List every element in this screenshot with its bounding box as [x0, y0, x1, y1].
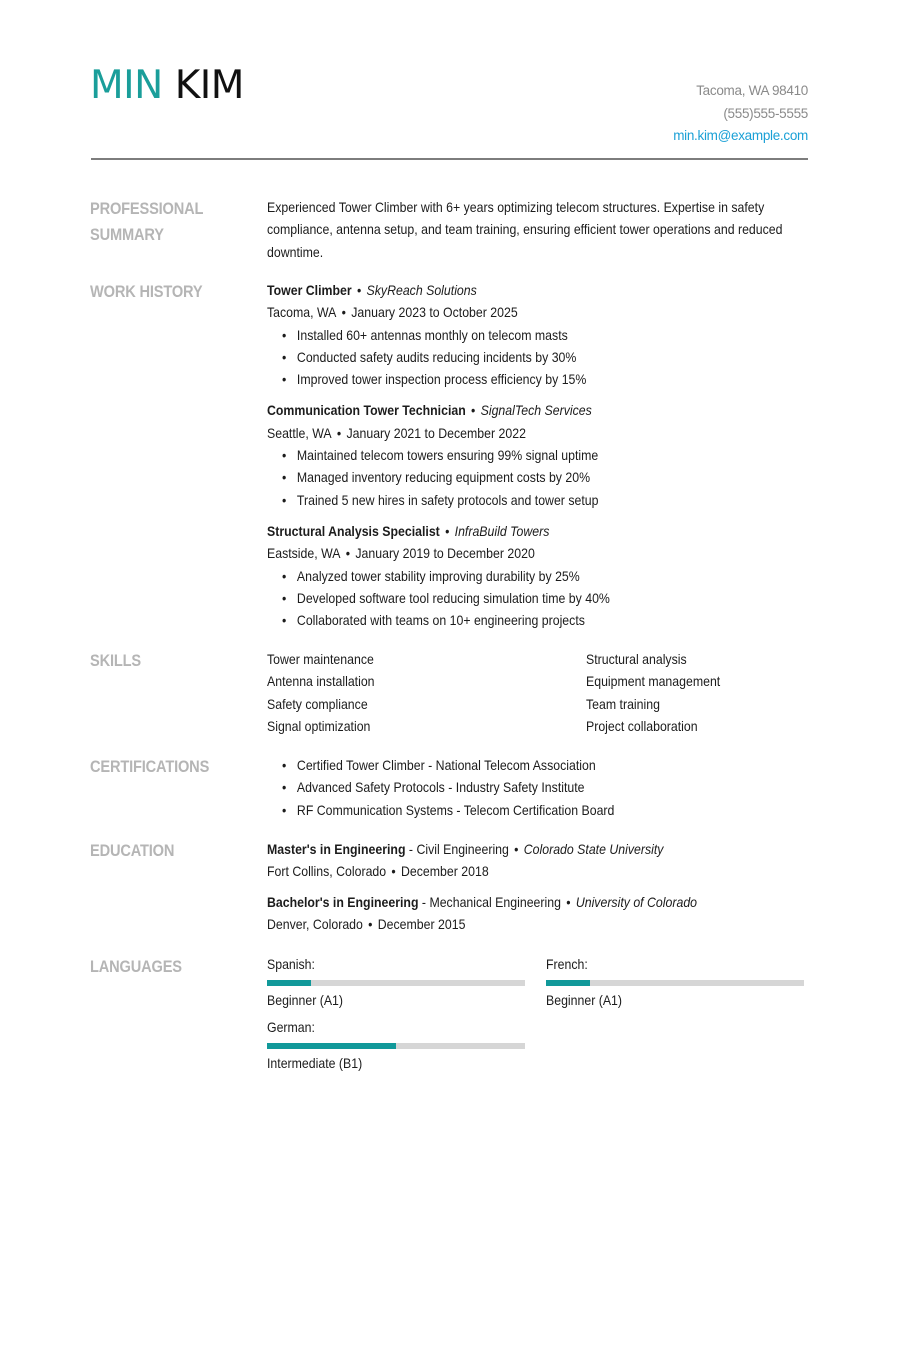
job-company: InfraBuild Towers	[454, 522, 550, 539]
job-company: SignalTech Services	[480, 402, 592, 419]
language-proficiency-bar	[267, 1043, 525, 1049]
job-title: Structural Analysis Specialist	[267, 522, 440, 539]
summary-text: Experienced Tower Climber with 6+ years optimizing telecom structures. Expertise in safety compliance, antenna setup, and team training, ensuring efficient tower operations and reduced downtime.	[267, 199, 783, 260]
skill-item: Tower maintenance	[267, 651, 374, 667]
certification-item: • RF Communication Systems - Telecom Certification Board	[282, 799, 747, 821]
education-degree: Bachelor's in Engineering	[267, 893, 419, 910]
section-label-languages: LANGUAGES	[90, 957, 182, 976]
contact-location: Tacoma, WA 98410	[696, 83, 808, 98]
language-name: Spanish:	[267, 956, 315, 972]
skill-item: Project collaboration	[586, 717, 698, 734]
job-bullet: • Analyzed tower stability improving durability by 25%	[282, 565, 747, 587]
skill-item: Structural analysis	[586, 651, 687, 667]
education-date: December 2018	[401, 863, 489, 880]
contact-info	[673, 80, 808, 148]
header-divider	[91, 158, 808, 160]
language-proficiency-bar	[546, 980, 804, 986]
section-label-certifications: CERTIFICATIONS	[90, 757, 210, 776]
language-item	[267, 1017, 546, 1073]
skills-grid	[267, 648, 812, 737]
language-item	[546, 954, 806, 1010]
job-title: Tower Climber	[267, 282, 352, 298]
language-proficiency-bar	[267, 980, 525, 986]
candidate-name	[90, 62, 244, 110]
job-bullet: • Improved tower inspection process efficiency by 15%	[282, 368, 747, 390]
skill-item: Team training	[586, 695, 660, 712]
language-level: Beginner (A1)	[267, 992, 344, 1008]
education-field: - Mechanical Engineering	[418, 893, 561, 910]
job-company: SkyReach Solutions	[366, 282, 477, 298]
job-bullet: • Trained 5 new hires in safety protocols and tower setup	[282, 489, 747, 511]
skill-item: Signal optimization	[267, 717, 371, 734]
contact-phone: (555)555-5555	[723, 105, 808, 121]
section-label-skills: SKILLS	[90, 651, 141, 670]
education-school: Colorado State University	[523, 841, 664, 857]
education-entry: Master's in Engineering - Civil Engineering • Colorado State University Fort Collins, Colorado • December 2018	[267, 841, 664, 880]
job-location: Seattle, WA	[267, 424, 332, 441]
job-entry: Structural Analysis Specialist • InfraBuild Towers Eastside, WA • January 2019 to December 2020 • Analyzed tower stability improving durability by 25% • Developed software tool reducing simulation time by 40% • Collaborated with teams on 10+ engineering projects	[267, 520, 747, 631]
job-entry: Tower Climber • SkyReach Solutions Tacoma, WA • January 2023 to October 2025 • Installed 60+ antennas monthly on telecom masts • Conducted safety audits reducing incidents by 30% • Improved tower inspection process efficiency by 15%	[267, 279, 747, 390]
job-dates: January 2023 to October 2025	[351, 304, 518, 321]
contact-email[interactable]: min.kim@example.com	[673, 128, 808, 143]
education-date: December 2015	[377, 915, 466, 932]
job-bullet: • Collaborated with teams on 10+ engineering projects	[282, 609, 747, 631]
job-title: Communication Tower Technician	[267, 402, 466, 419]
first-name: MIN	[90, 63, 163, 108]
job-bullet: • Installed 60+ antennas monthly on telecom masts	[282, 324, 747, 346]
skill-item: Safety compliance	[267, 695, 368, 712]
job-location: Eastside, WA	[267, 545, 341, 562]
job-bullet: • Conducted safety audits reducing incidents by 30%	[282, 346, 747, 368]
language-level: Beginner (A1)	[546, 992, 623, 1008]
job-dates: January 2021 to December 2022	[346, 424, 526, 441]
section-label-work-history: WORK HISTORY	[90, 282, 203, 301]
job-bullet: • Developed software tool reducing simulation time by 40%	[282, 587, 747, 609]
job-bullet: • Managed inventory reducing equipment costs by 20%	[282, 466, 747, 488]
skill-item: Antenna installation	[267, 673, 375, 690]
last-name: KIM	[174, 63, 244, 108]
certification-item: • Advanced Safety Protocols - Industry Safety Institute	[282, 776, 747, 798]
skill-item: Equipment management	[586, 673, 721, 690]
job-entry: Communication Tower Technician • SignalTech Services Seattle, WA • January 2021 to December 2022 • Maintained telecom towers ensuring 99% signal uptime • Managed inventory reducing equipment costs by 20% • Trained 5 new hires in safety protocols and tower setup	[267, 399, 747, 510]
language-name: German:	[267, 1019, 315, 1035]
certification-item: • Certified Tower Climber - National Telecom Association	[282, 754, 747, 776]
education-entry: Bachelor's in Engineering - Mechanical Engineering • University of Colorado Denver, Colorado • December 2015	[267, 893, 698, 932]
education-location: Fort Collins, Colorado	[267, 863, 387, 880]
language-item	[267, 954, 546, 1010]
job-location: Tacoma, WA	[267, 304, 337, 321]
education-field: - Civil Engineering	[405, 841, 509, 857]
languages-grid	[267, 954, 812, 1073]
language-name: French:	[546, 956, 588, 972]
education-location: Denver, Colorado	[267, 915, 363, 932]
job-dates: January 2019 to December 2020	[355, 545, 535, 562]
language-level: Intermediate (B1)	[267, 1055, 363, 1071]
education-school: University of Colorado	[575, 893, 698, 910]
job-bullet: • Maintained telecom towers ensuring 99% signal uptime	[282, 444, 747, 466]
education-degree: Master's in Engineering	[267, 841, 406, 857]
section-label-summary: PROFESSIONAL SUMMARY	[90, 199, 204, 244]
section-label-education: EDUCATION	[90, 841, 175, 860]
